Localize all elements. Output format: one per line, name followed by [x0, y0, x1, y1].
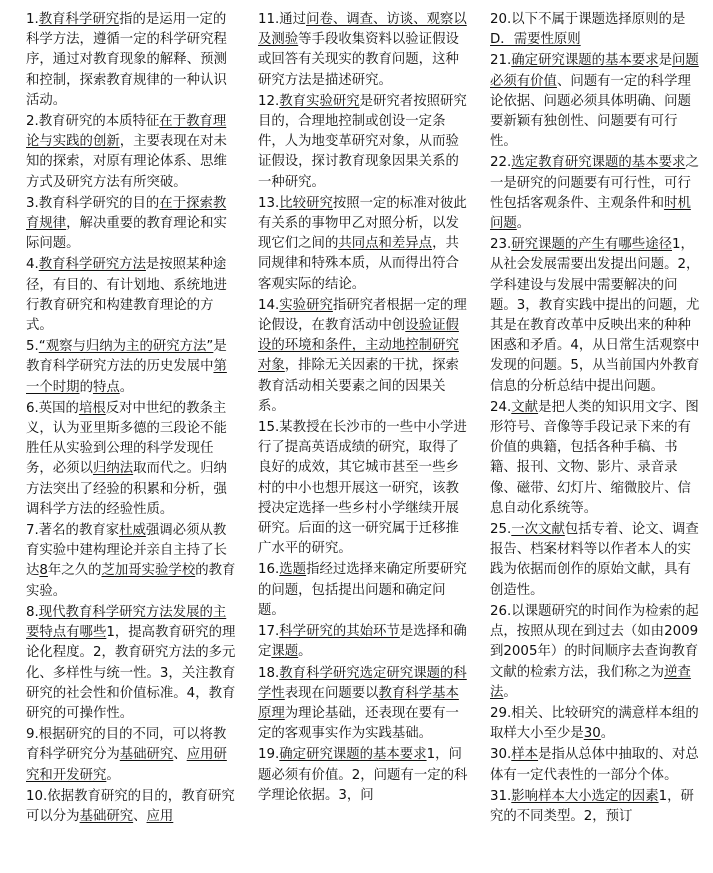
- question-text: 1，提高教育研究的理论化程度。2，教育研究方法的多元化、多样性与统一性。3，关注教育研究的社会性和价值标准。4，教育研究的可操作性。: [26, 625, 236, 721]
- question-item: [26, 194, 238, 255]
- question-text: 26.以课题研究的时间作为检索的起点，按照从现在到过去（如由2009到2005年）的时间顺序去查询教育文献的检索方法，我们称之为: [490, 603, 699, 680]
- question-text: 24.: [490, 399, 512, 415]
- underlined-answer-text: 在于探索教育规律: [26, 195, 227, 232]
- question-text: 2.教育研究的本质特征: [26, 114, 160, 130]
- question-item: [258, 745, 470, 806]
- underlined-answer-text: 逆查法: [490, 664, 691, 700]
- question-item: [490, 10, 700, 50]
- question-text: 7.著名的教育家: [26, 523, 120, 539]
- question-text: 1.: [26, 12, 39, 27]
- question-text: 指经过选择来确定所要研究的问题，包括提出问题和确定问题。: [258, 562, 467, 618]
- question-item: [258, 664, 470, 745]
- underlined-answer-text: 在于教育理论与实践的创新: [26, 114, 227, 150]
- question-text: 是指从总体中抽取的、对总体有一定代表性的一部分个体。: [490, 747, 699, 783]
- question-text: 之一是研究的问题要有可行性，可行性包括客观条件、主观条件和: [490, 155, 699, 211]
- underlined-answer-text: 比较研究: [279, 195, 333, 211]
- underlined-answer-text: 选定教育研究课题的基本要求: [511, 155, 686, 171]
- question-text: 指研究者根据一定的理论假设，在教育活动中创: [258, 297, 467, 334]
- underlined-answer-text: 教育科学基本原理: [258, 685, 459, 721]
- question-text: 是把人类的知识用文字、图形符号、音像等手段记录下来的有价值的典籍，包括各种手稿、书籍、报刊、文物、影片、录音录像、磁带、幻灯片、缩微胶片、信息自动化系统等。: [490, 399, 699, 516]
- column-right: [490, 10, 700, 870]
- question-text: 15.某教授在长沙市的一些中小学进行了提高英语成绩的研究，取得了良好的成效，其它城市甚至一些乡村的中小也想开展这一研究，该教授决定选择一些乡村小学继续开展研究。后面的这一研究属于迁移推广水平的研究。: [258, 420, 467, 557]
- question-item: [258, 194, 470, 295]
- question-item: [258, 622, 470, 662]
- question-item: [26, 787, 238, 827]
- question-text: 、: [173, 747, 187, 763]
- underlined-answer-text: 确定研究课题的基本要求: [279, 747, 427, 763]
- underlined-answer-text: 实验研究: [279, 297, 333, 313]
- question-text: 13.: [258, 195, 280, 211]
- question-item: [490, 602, 700, 703]
- question-text: 。: [119, 379, 134, 395]
- underlined-answer-text: 科学研究的其始环节: [279, 624, 400, 640]
- question-text: 取而代之。归纳方法突出了经验的积累和分析，强调科学方法的经验性质。: [26, 461, 227, 517]
- question-text: 23.: [490, 237, 512, 253]
- question-text: 指的是运用一定的科学方法，遵循一定的科学研究程序，通过对教育现象的解释、预测和控制，探索教育规律的一种认识活动。: [26, 12, 227, 108]
- question-text: 的: [79, 379, 93, 395]
- question-text: 17.: [258, 624, 280, 640]
- question-text: 6.英国的: [26, 400, 79, 416]
- question-text: 5.: [26, 339, 39, 355]
- question-text: 。: [516, 216, 531, 232]
- question-text: 按照一定的标准对彼此有关系的事物甲乙对照分析，以发现它们之间的: [258, 195, 467, 252]
- question-text: 强调必须从教育实验中建构理论并亲自主持了长达: [26, 523, 227, 579]
- underlined-answer-text: 现代教育科学研究方法发展的主要特点有哪些: [26, 604, 227, 641]
- underlined-answer-text: D．需要性原则: [490, 32, 581, 48]
- underlined-answer-text: 课题: [271, 644, 299, 660]
- question-item: [490, 787, 700, 827]
- underlined-answer-text: 设验证假设的环境和条件，主动地控制研究对象: [258, 318, 459, 374]
- question-text: ，共同规律和特殊本质，从而得出符合客观实际的结论。: [258, 236, 459, 292]
- underlined-answer-text: 影响样本大小选定的因素: [511, 788, 659, 804]
- question-item: [490, 704, 700, 744]
- question-text: 包括专着、论文、调查报告、档案材料等以作者本人的实践为依据而创作的原始文献，具有创造性。: [490, 522, 699, 598]
- question-text: 18.: [258, 665, 280, 681]
- question-text: 21.: [490, 53, 512, 69]
- question-item: [26, 521, 238, 602]
- question-text: 31.: [490, 788, 512, 804]
- question-text: 1，研究的不同类型。2，预订: [490, 788, 694, 824]
- question-text: 年之久的: [47, 563, 102, 579]
- underlined-answer-text: 文献: [511, 399, 539, 415]
- underlined-answer-text: 选题: [279, 562, 307, 578]
- column-middle: [258, 10, 470, 870]
- question-text: 等手段收集资料以验证假设或回答有关现实的教育问题，这种研究方法是描述研究。: [258, 32, 459, 88]
- question-text: 。: [503, 684, 517, 700]
- question-text: 。: [106, 767, 120, 783]
- underlined-answer-text: 8: [39, 563, 48, 579]
- underlined-answer-text: 应用: [146, 808, 174, 824]
- question-text: 10.依据教育研究的目的，教育研究可以分为: [26, 788, 235, 824]
- underlined-answer-text: 问题必须有价值: [490, 53, 699, 89]
- question-text: 是教育科学研究方法的历史发展中: [26, 339, 227, 375]
- question-text: 30.: [490, 747, 512, 763]
- question-text: 11.通过: [258, 12, 307, 27]
- underlined-answer-text: 样本: [511, 747, 539, 763]
- underlined-answer-text: 杜威: [119, 523, 146, 539]
- question-text: ，解决重要的教育理论和实际问题。: [26, 216, 227, 252]
- question-item: [490, 745, 700, 785]
- question-item: [490, 520, 700, 601]
- underlined-answer-text: 问卷、调查、访谈、观察以及测验: [258, 12, 467, 48]
- question-text: 20.以下不属于课题选择原则的是: [490, 12, 686, 27]
- question-text: 8.: [26, 604, 39, 620]
- question-item: [26, 399, 238, 520]
- underlined-answer-text: 归纳法: [92, 461, 134, 477]
- question-item: [490, 398, 700, 519]
- question-text: 1，从社会发展需要出发提出问题。2，学科建设与发展中需要解决的问题。3，教育实践中提出的问题，尤其是在教育改革中反映出来的种种困惑和矛盾。4，从日常生活观察中发现的问题。5，从当前国内外教育信息的分析总结中提出问题。: [490, 237, 700, 394]
- question-item: [26, 603, 238, 724]
- question-item: [490, 235, 700, 397]
- underlined-answer-text: 教育科学研究: [38, 12, 120, 27]
- underlined-answer-text: 培根: [78, 400, 106, 416]
- question-text: 3.教育科学研究的目的: [26, 195, 160, 211]
- question-text: 表现在问题要以: [284, 685, 379, 701]
- question-text: 。: [600, 726, 615, 742]
- question-text: ，排除无关因素的干扰，探索教育活动相关要素之间的因果关系。: [258, 358, 459, 414]
- underlined-answer-text: 教育实验研究: [279, 93, 360, 109]
- question-item: [490, 153, 700, 234]
- question-text: 29.相关、比较研究的满意样本组的取样大小至少是: [490, 705, 699, 742]
- underlined-answer-text: 确定研究课题的基本要求: [511, 53, 659, 69]
- question-text: 19.: [258, 747, 280, 763]
- underlined-answer-text: 芝加哥实验学校: [101, 563, 196, 579]
- question-text: 、问题有一定的科学理论依据、问题必须具体明确、问题要新颖有独创性、问题要有可行性。: [490, 73, 691, 150]
- question-text: 25.: [490, 522, 512, 538]
- question-text: 、: [133, 808, 147, 824]
- question-item: [26, 337, 238, 398]
- underlined-answer-text: 应用研究和开发研究: [26, 747, 227, 783]
- underlined-answer-text: 特点: [92, 379, 120, 395]
- question-text: 是选择和确定: [258, 624, 467, 660]
- question-text: 1，问题必须有价值。2，问题有一定的科学理论依据。3，问: [258, 747, 468, 803]
- question-item: [26, 10, 238, 111]
- question-text: 是: [658, 53, 672, 69]
- underlined-answer-text: 30: [583, 726, 601, 742]
- question-text: 。: [298, 644, 312, 660]
- question-item: [258, 296, 470, 417]
- question-item: [490, 51, 700, 152]
- underlined-answer-text: “观察与归纳为主的研究方法”: [38, 339, 214, 355]
- underlined-answer-text: 研究课题的产生有哪些途径: [511, 237, 672, 253]
- underlined-answer-text: 基础研究: [79, 808, 134, 824]
- question-text: 12.: [258, 93, 280, 109]
- question-item: [26, 112, 238, 193]
- question-text: 9.根据研究的目的不同，可以将教育科学研究分为: [26, 727, 227, 763]
- question-text: 14.: [258, 297, 280, 313]
- underlined-answer-text: 教育科学研究方法: [38, 257, 146, 273]
- question-text: 的教育实验。: [26, 563, 236, 599]
- question-text: ，主要表现在对未知的探索，对原有理论体系、思维方式及研究方法有所突破。: [26, 134, 227, 190]
- question-text: 是按照某种途径，有目的、有计划地、系统地进行教育研究和构建教育理论的方式。: [26, 257, 227, 334]
- question-text: 是研究者按照研究目的，合理地控制或创设一定条件，人为地变革研究对象，从而验证假设，探讨教育现象因果关系的一种研究。: [258, 93, 467, 190]
- question-item: [26, 725, 238, 786]
- question-item: [26, 255, 238, 336]
- question-item: [258, 560, 470, 621]
- underlined-answer-text: 教育科学研究选定研究课题的科学性: [258, 665, 467, 701]
- question-text: 为理论基础，还表现在要有一定的客观事实作为实践基础。: [258, 705, 459, 742]
- question-text: 4.: [26, 257, 39, 273]
- question-item: [258, 10, 470, 91]
- column-left: [26, 10, 238, 870]
- question-item: [258, 418, 470, 559]
- underlined-answer-text: 时机问题: [490, 195, 691, 232]
- question-item: [258, 92, 470, 193]
- question-text: 反对中世纪的教条主义，认为亚里斯多德的三段论不能胜任从实验到公理的科学发现任务，必须以: [26, 400, 227, 477]
- underlined-answer-text: 基础研究: [119, 747, 174, 763]
- question-text: 16.: [258, 562, 280, 578]
- underlined-answer-text: 共同点和差异点: [338, 236, 433, 252]
- underlined-answer-text: 一次文献: [511, 522, 565, 538]
- underlined-answer-text: 第一个时期: [26, 359, 227, 395]
- question-text: 22.: [490, 155, 512, 171]
